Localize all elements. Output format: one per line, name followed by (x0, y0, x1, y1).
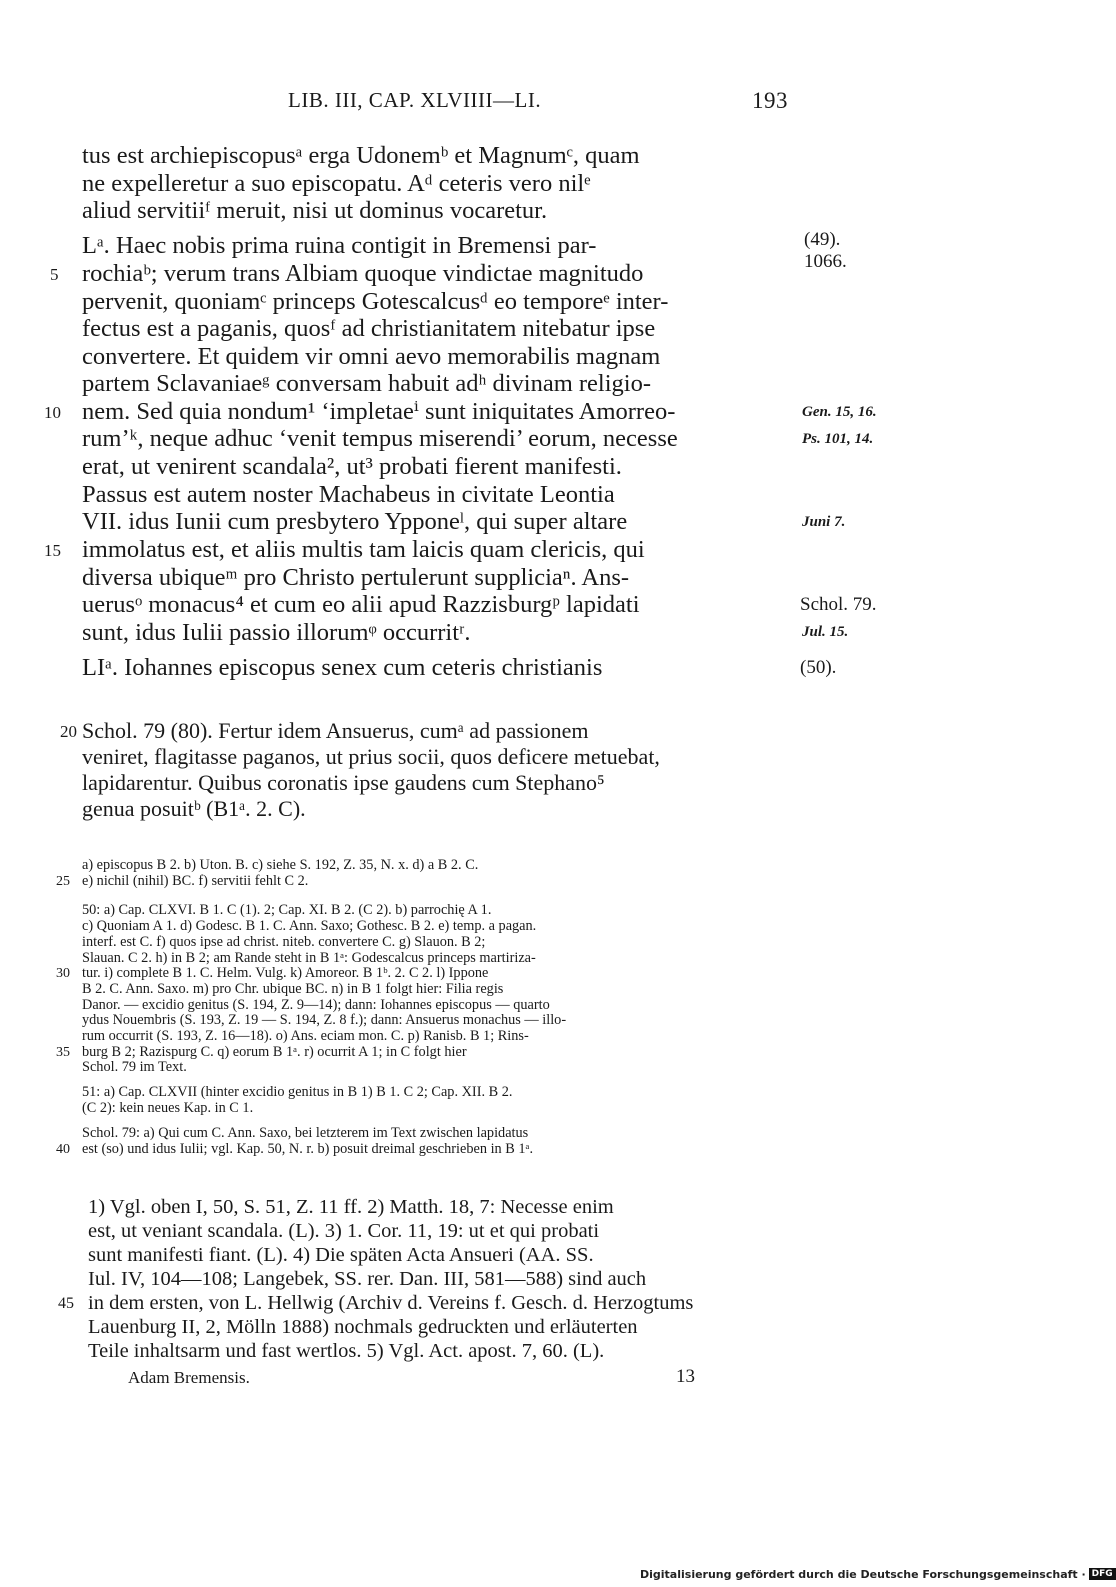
text-line: Passus est autem noster Machabeus in civitate Leontia (82, 481, 615, 508)
apparatus-line: est (so) und idus Iulii; vgl. Kap. 50, N. r. b) posuit dreimal geschrieben in B 1ᵃ. (82, 1141, 534, 1157)
text-line: diversa ubiqueᵐ pro Christo pertulerunt suppliciaⁿ. Ans- (82, 564, 630, 591)
apparatus-line: Schol. 79: a) Qui cum C. Ann. Saxo, bei letzterem im Text zwischen lapidatus (82, 1125, 529, 1141)
scholium-line: veniret, flagitasse paganos, ut prius socii, quos deficere metuebat, (82, 744, 660, 769)
apparatus-line: e) nichil (nihil) BC. f) servitii fehlt C 2. (82, 873, 309, 889)
text-line: fectus est a paganis, quosᶠ ad christianitatem nitebatur ipse (82, 315, 656, 342)
text-line: immolatus est, et aliis multis tam laicis quam clericis, qui (82, 536, 645, 563)
footnote-line: est, ut veniant scandala. (L). 3) 1. Cor. 11, 19: ut et qui probati (88, 1220, 600, 1242)
text-line: LIᵃ. Iohannes episcopus senex cum ceteris christianis (82, 654, 603, 681)
margin-note: 1066. (804, 251, 847, 272)
line-number: 5 (50, 265, 59, 284)
dfg-logo: DFG (1089, 1568, 1116, 1580)
scholium-line: genua posuitᵇ (B1ᵃ. 2. C). (82, 796, 306, 821)
apparatus-line: c) Quoniam A 1. d) Godesc. B 1. C. Ann. Saxo; Gothesc. B 2. e) temp. a pagan. (82, 918, 537, 934)
text-line: rum’ᵏ, neque adhuc ‘venit tempus miserendi’ eorum, necesse (82, 425, 678, 452)
line-number: 30 (56, 966, 70, 981)
text-line: ne expelleretur a suo episcopatu. Aᵈ ceteris vero nilᵉ (82, 170, 591, 197)
scholium-line: Schol. 79 (80). Fertur idem Ansuerus, cumᵃ ad passionem (82, 718, 589, 743)
text-line: sunt, idus Iulii passio illorumᵠ occurritʳ. (82, 619, 471, 646)
margin-note: Jul. 15. (802, 624, 849, 640)
line-number: 40 (56, 1142, 70, 1157)
margin-note: Schol. 79. (800, 594, 877, 615)
apparatus-line: interf. est C. f) quos ipse ad christ. niteb. convertere C. g) Slauon. B 2; (82, 934, 486, 950)
line-number: 45 (58, 1295, 74, 1312)
page-number: 193 (752, 88, 788, 113)
apparatus-line: Danor. — excidio genitus (S. 194, Z. 9—14); dann: Iohannes episcopus — quarto (82, 997, 550, 1013)
text-line: erat, ut venirent scandala², ut³ probati fierent manifesti. (82, 453, 622, 480)
scholium-line: lapidarentur. Quibus coronatis ipse gaudens cum Stephano⁵ (82, 770, 605, 795)
running-title: LIB. III, CAP. XLVIIII—LI. (288, 88, 542, 112)
text-line: uerusᵒ monacus⁴ et cum eo alii apud Razzisburgᵖ lapidati (82, 591, 640, 618)
footnote-line: Iul. IV, 104—108; Langebek, SS. rer. Dan. III, 581—588) sind auch (88, 1268, 647, 1290)
apparatus-line: 50: a) Cap. CLXVI. B 1. C (1). 2; Cap. XI. B 2. (C 2). b) parrochię A 1. (82, 902, 492, 918)
margin-note: Ps. 101, 14. (802, 431, 874, 447)
text-line: VII. idus Iunii cum presbytero Ypponeˡ, qui super altare (82, 508, 628, 535)
printer-signature-author: Adam Bremensis. (128, 1368, 250, 1387)
line-number: 10 (44, 403, 61, 422)
text-line: tus est archiepiscopusᵃ erga Udonemᵇ et Magnumᶜ, quam (82, 142, 640, 169)
text-line: partem Sclavaniaeᵍ conversam habuit adʰ divinam religio- (82, 370, 652, 397)
margin-note: Juni 7. (802, 514, 846, 530)
funding-notice: Digitalisierung gefördert durch die Deutsche Forschungsgemeinschaft · (640, 1568, 1086, 1581)
footnote-line: 1) Vgl. oben I, 50, S. 51, Z. 11 ff. 2) Matth. 18, 7: Necesse enim (88, 1196, 614, 1218)
footnote-line: sunt manifesti fiant. (L). 4) Die späten Acta Ansueri (AA. SS. (88, 1244, 594, 1266)
apparatus-line: tur. i) complete B 1. C. Helm. Vulg. k) Amoreor. B 1ᵇ. 2. C 2. l) Ippone (82, 965, 489, 981)
line-number: 20 (60, 722, 77, 741)
line-number: 15 (44, 541, 61, 560)
apparatus-line: rum occurrit (S. 193, Z. 16—18). o) Ans. eciam mon. C. p) Ranisb. B 1; Rins- (82, 1028, 529, 1044)
apparatus-line: ydus Nouembris (S. 193, Z. 19 — S. 194, Z. 8 f.); dann: Ansuerus monachus — illo- (82, 1012, 567, 1028)
text-line: Lᵃ. Haec nobis prima ruina contigit in Bremensi par- (82, 232, 597, 259)
line-number: 25 (56, 874, 70, 889)
text-line: convertere. Et quidem vir omni aevo memorabilis magnam (82, 343, 661, 370)
text-line: rochiaᵇ; verum trans Albiam quoque vindictae magnitudo (82, 260, 644, 287)
apparatus-line: Schol. 79 im Text. (82, 1059, 187, 1075)
line-number: 35 (56, 1045, 70, 1060)
apparatus-line: (C 2): kein neues Kap. in C 1. (82, 1100, 254, 1116)
text-line: pervenit, quoniamᶜ princeps Gotescalcusᵈ eo temporeᵉ inter- (82, 288, 669, 315)
text-line: nem. Sed quia nondum¹ ‘impletaeⁱ sunt iniquitates Amorreo- (82, 398, 676, 425)
funding-footer (640, 1565, 1116, 1583)
margin-note: (49). (804, 229, 841, 250)
apparatus-line: a) episcopus B 2. b) Uton. B. c) siehe S. 192, Z. 35, N. x. d) a B 2. C. (82, 857, 479, 873)
apparatus-line: B 2. C. Ann. Saxo. m) pro Chr. ubique BC. n) in B 1 folgt hier: Filia regis (82, 981, 504, 997)
apparatus-line: burg B 2; Razispurg C. q) eorum B 1ᵃ. r) ocurrit A 1; in C folgt hier (82, 1044, 467, 1060)
margin-note: Gen. 15, 16. (802, 404, 877, 420)
footnote-line: Teile inhaltsarm und fast wertlos. 5) Vgl. Act. apost. 7, 60. (L). (88, 1340, 605, 1362)
text-line: aliud servitiiᶠ meruit, nisi ut dominus vocaretur. (82, 197, 548, 224)
footnote-line: Lauenburg II, 2, Mölln 1888) nochmals gedruckten und erläuterten (88, 1316, 638, 1338)
apparatus-line: 51: a) Cap. CLXVII (hinter excidio genitus in B 1) B 1. C 2; Cap. XII. B 2. (82, 1084, 513, 1100)
footnote-line: in dem ersten, von L. Hellwig (Archiv d. Vereins f. Gesch. d. Herzogtums (88, 1292, 694, 1314)
margin-note: (50). (800, 657, 837, 678)
apparatus-line: Slauan. C 2. h) in B 2; am Rande steht in B 1ᵃ: Godescalcus princeps martiriza- (82, 950, 536, 966)
printer-signature-sheet: 13 (676, 1366, 695, 1387)
